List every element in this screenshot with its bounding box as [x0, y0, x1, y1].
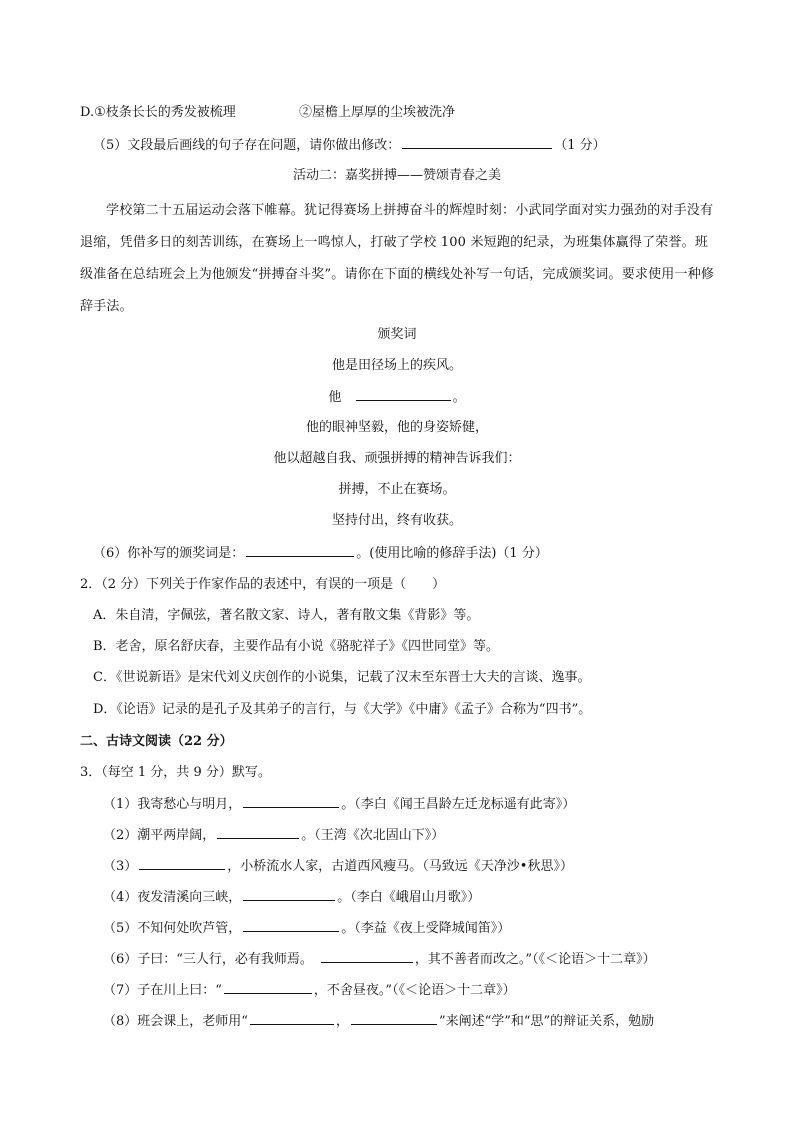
answer-blank[interactable]: [243, 887, 335, 901]
item-source: 。（王湾《次北固山下》）: [301, 828, 445, 843]
q5-text: （5）文段最后画线的句子存在问题，请你做出修改：: [93, 138, 401, 153]
award-line6: 坚持付出，终有收获。: [331, 513, 462, 528]
item-source: 。（李白《闻王昌龄左迁龙标遥有此寄》）: [341, 797, 576, 812]
answer-blank[interactable]: [224, 980, 312, 994]
q3-item-6: [103, 949, 722, 970]
answer-blank[interactable]: [250, 1011, 334, 1025]
q2-option-a: A．朱自清，字佩弦，著名散文家、诗人，著有散文集《背影》等。: [93, 608, 480, 623]
item-source: ，小桥流水人家，古道西风瘦马。（马致远《天净沙•秋思》）: [227, 859, 573, 874]
activity2-title: 活动二：嘉奖拼搏——赞颂青春之美: [292, 168, 501, 183]
q3-item-1: [103, 794, 722, 815]
answer-blank[interactable]: [243, 794, 339, 808]
item-text: （1）我寄愁心与明月，: [103, 797, 242, 812]
option-d-line: [80, 103, 722, 123]
award-line4: 他以超越自我、顽强拼搏的精神告诉我们：: [273, 451, 521, 466]
answer-blank[interactable]: [217, 825, 299, 839]
answer-blank[interactable]: [351, 1011, 437, 1025]
item-separator: ，: [335, 1014, 349, 1029]
answer-blank[interactable]: [402, 135, 552, 149]
award-line3: 他的眼神坚毅，他的身姿矫健，: [305, 420, 488, 435]
item-text: （2）潮平两岸阔，: [103, 828, 216, 843]
option-d-part1: D.①枝条长长的秀发被梳理: [80, 105, 236, 120]
option-d-part2: ②屋檐上厚厚的尘埃被洗净: [299, 105, 456, 120]
item-source: ，不舍昼夜。”（《＜论语＞十二章》）: [313, 983, 516, 998]
answer-blank[interactable]: [139, 856, 225, 870]
q5-score: （1 分）: [554, 138, 606, 153]
item-text: （6）子曰：“三人行，必有我师焉。: [103, 952, 313, 967]
q3-item-3: [103, 856, 722, 877]
item-text: （4）夜发清溪向三峡，: [103, 890, 242, 905]
award-line2-prefix: 他: [328, 390, 342, 405]
q3-item-5: [103, 918, 722, 939]
q3-item-7: [103, 980, 722, 1001]
q6-blank[interactable]: [246, 543, 354, 557]
q6-suffix: 。(使用比喻的修辞手法)（1 分）: [356, 546, 548, 561]
award-line5: 拼搏，不止在赛场。: [338, 482, 456, 497]
q3-item-4: [103, 887, 722, 908]
award-line2: [0, 387, 794, 408]
q3-item-2: [103, 825, 722, 846]
q6-prefix: （6）你补写的颁奖词是：: [93, 546, 245, 561]
item-source: 。（李白《峨眉山月歌》）: [337, 890, 481, 905]
award-line2-suffix: 。: [452, 390, 466, 405]
item-source: 。（李益《夜上受降城闻笛》）: [341, 921, 511, 936]
answer-blank[interactable]: [321, 949, 413, 963]
q5-line: [93, 135, 722, 156]
award-title: 颁奖词: [377, 327, 417, 342]
q3-item-8: [103, 1011, 722, 1032]
q3-stem: 3．（每空 1 分，共 9 分）默写。: [80, 765, 271, 780]
item-text-tail: ”来阐述“学”和“思”的辩证关系，勉励: [438, 1014, 655, 1029]
item-text: （5）不知何处吹芦管，: [103, 921, 242, 936]
item-text: （3）: [103, 859, 138, 874]
item-text: （7）子在川上曰：“: [103, 983, 222, 998]
award-blank[interactable]: [356, 387, 451, 401]
q2-stem: 2．（2 分）下列关于作家作品的表述中，有误的一项是（ ）: [80, 577, 446, 592]
q2-option-b: B．老舍，原名舒庆春，主要作品有小说《骆驼祥子》《四世同堂》等。: [93, 639, 500, 654]
q2-option-c: C．《世说新语》是宋代刘义庆创作的小说集，记载了汉末至东晋士大夫的言谈、逸事。: [93, 670, 591, 685]
q6-line: [93, 543, 722, 564]
item-text: （8）班会课上，老师用“: [103, 1014, 248, 1029]
activity2-paragraph: 学校第二十五届运动会落下帷幕。犹记得赛场上拼搏奋斗的辉煌时刻：小武同学面对实力强劲的对手没有退缩，凭借多日的刻苦训练，在赛场上一鸣惊人，打破了学校 100 米短跑的纪录，为班集体赢得了荣誉。班级准备在总结班会上为他颁发“拼搏奋斗奖”。请你在下面的横线处补写一句话，完成颁奖词。要求使用一种修辞手法。: [80, 203, 715, 314]
section2-title: 二、古诗文阅读（22 分）: [80, 734, 233, 749]
answer-blank[interactable]: [243, 918, 339, 932]
q2-option-d: D．《论语》记录的是孔子及其弟子的言行，与《大学》《中庸》《孟子》合称为“四书”。: [93, 702, 592, 717]
item-source: ，其不善者而改之。”（《＜论语＞十二章》）: [414, 952, 656, 967]
award-line1: 他是田径场上的疾风。: [331, 358, 462, 373]
